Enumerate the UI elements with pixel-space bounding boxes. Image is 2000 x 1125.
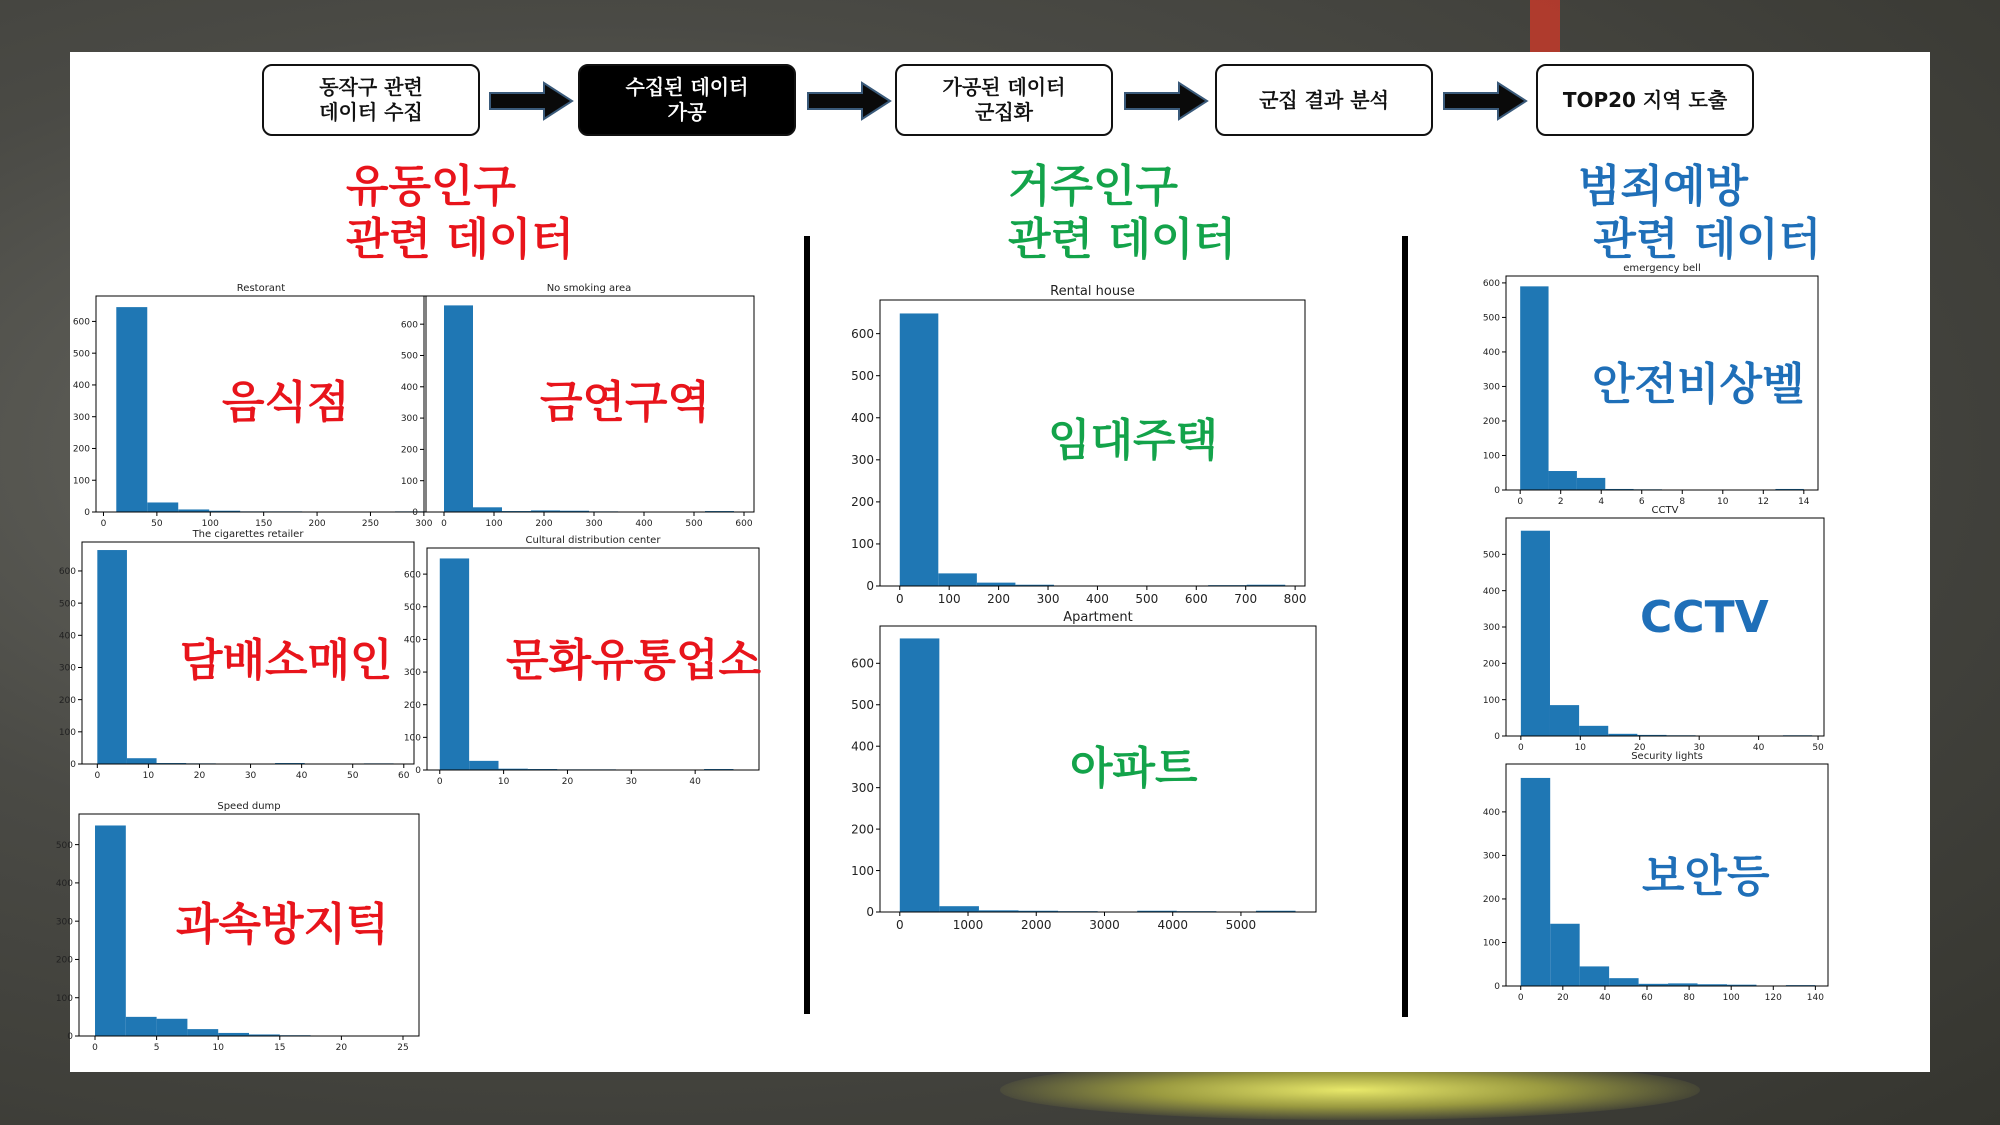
x-tick-label: 120: [1764, 993, 1782, 1003]
section-title-resident: 거주인구 관련 데이터: [1008, 161, 1236, 265]
step-label-line1: 군집 결과 분석: [1259, 87, 1389, 112]
y-tick-label: 100: [58, 727, 76, 738]
y-tick-label: 300: [72, 412, 90, 423]
overlay-label-emergency-bell: 안전비상벨: [1592, 359, 1805, 410]
x-tick-label: 12: [1757, 497, 1770, 507]
x-tick-label: 5000: [1225, 918, 1257, 932]
y-tick-label: 200: [1482, 895, 1500, 906]
x-tick-label: 20: [1634, 743, 1646, 753]
x-tick-label: 500: [1135, 592, 1159, 606]
y-tick-label: 500: [58, 599, 76, 610]
y-tick-label: 300: [58, 663, 76, 674]
y-tick-label: 400: [1482, 348, 1500, 359]
x-tick-label: 20: [335, 1043, 348, 1053]
y-tick-label: 500: [1482, 550, 1500, 561]
section-title-crime: 범죄예방 관련 데이터: [1578, 161, 1822, 265]
overlay-label-cultural: 문화유통업소: [506, 635, 762, 686]
histogram-bar: [939, 906, 979, 912]
y-tick-label: 200: [55, 955, 73, 966]
x-tick-label: 40: [1752, 743, 1765, 753]
x-tick-label: 6: [1638, 497, 1645, 507]
histogram-bar: [157, 1019, 188, 1036]
y-tick-label: 200: [851, 495, 874, 510]
y-tick-label: 100: [1482, 451, 1500, 462]
overlay-label-no-smoking: 금연구역: [540, 377, 711, 428]
y-tick-label: 0: [1494, 982, 1500, 993]
overlay-label-security-lights: 보안등: [1642, 851, 1770, 902]
y-tick-label: 200: [403, 700, 421, 711]
x-tick-label: 200: [308, 519, 326, 529]
x-tick-label: 50: [151, 519, 163, 529]
histogram-bar: [469, 761, 498, 770]
pipeline-step-analyze[interactable]: [1215, 64, 1433, 136]
x-tick-label: 600: [735, 519, 753, 529]
y-tick-label: 500: [1482, 313, 1500, 324]
y-tick-label: 400: [851, 410, 874, 425]
x-tick-label: 500: [685, 519, 703, 529]
y-tick-label: 600: [851, 656, 874, 671]
x-tick-label: 15: [274, 1043, 286, 1053]
section-divider: [804, 236, 810, 1014]
histogram-bar: [126, 1017, 157, 1036]
overlay-label-rental-house: 임대주택: [1048, 415, 1219, 466]
histogram-bar: [900, 313, 939, 586]
histogram-bar: [1520, 286, 1548, 490]
histogram-bar: [1577, 478, 1605, 490]
x-tick-label: 0: [1517, 743, 1524, 753]
y-tick-label: 600: [400, 320, 418, 331]
x-tick-label: 10: [1717, 497, 1729, 507]
x-tick-label: 20: [1557, 993, 1569, 1003]
x-tick-label: 100: [485, 519, 503, 529]
x-tick-label: 60: [1641, 993, 1653, 1003]
x-tick-label: 600: [1184, 592, 1208, 606]
y-tick-label: 200: [72, 444, 90, 455]
histogram-bar: [95, 825, 126, 1036]
x-tick-label: 0: [94, 771, 101, 781]
histogram-bar: [1550, 705, 1579, 736]
section-divider: [1402, 236, 1408, 1017]
histogram-bar: [1550, 924, 1579, 986]
x-tick-label: 1000: [952, 918, 984, 932]
x-tick-label: 0: [895, 918, 904, 932]
x-tick-label: 0: [92, 1043, 98, 1053]
histogram-bar: [1580, 966, 1609, 986]
x-tick-label: 60: [398, 771, 410, 781]
pipeline-arrow-icon: [1442, 81, 1528, 121]
y-tick-label: 0: [70, 760, 76, 771]
chart-title: Apartment: [1063, 610, 1133, 625]
y-tick-label: 400: [851, 739, 874, 754]
step-label-line2: 가공: [667, 100, 707, 124]
x-tick-label: 400: [635, 519, 653, 529]
y-tick-label: 600: [1482, 279, 1500, 290]
y-tick-label: 200: [1482, 417, 1500, 428]
histogram-bar: [1609, 978, 1638, 986]
overlay-label-restaurant: 음식점: [222, 377, 350, 428]
step-label-line2: 군집화: [975, 100, 1033, 124]
x-tick-label: 30: [1693, 743, 1705, 753]
overlay-label-apartment: 아파트: [1070, 743, 1198, 794]
step-label-line1: TOP20 지역 도출: [1562, 87, 1728, 112]
x-tick-label: 140: [1806, 993, 1824, 1003]
x-tick-label: 0: [441, 519, 447, 529]
y-tick-label: 0: [866, 905, 874, 920]
x-tick-label: 10: [497, 777, 510, 787]
y-tick-label: 200: [851, 822, 874, 837]
pipeline-arrow-icon: [1123, 81, 1209, 121]
y-tick-label: 100: [1482, 938, 1500, 949]
x-tick-label: 700: [1234, 592, 1258, 606]
chart-title: Security lights: [1631, 751, 1703, 762]
overlay-label-cigarette: 담배소매인: [180, 635, 393, 686]
y-tick-label: 0: [866, 579, 874, 594]
x-tick-label: 200: [987, 592, 1011, 606]
y-tick-label: 0: [1494, 732, 1500, 743]
y-tick-label: 400: [55, 879, 73, 890]
pipeline-step-top20[interactable]: [1536, 64, 1754, 136]
x-tick-label: 50: [346, 771, 359, 781]
x-tick-label: 25: [397, 1043, 409, 1053]
chart-title: emergency bell: [1623, 263, 1701, 274]
chart-title: No smoking area: [546, 283, 632, 294]
y-tick-label: 400: [58, 631, 76, 642]
y-tick-label: 300: [403, 668, 421, 679]
section-title-floating: 유동인구 관련 데이터: [346, 161, 574, 265]
y-tick-label: 600: [72, 317, 90, 328]
x-tick-label: 40: [689, 777, 701, 787]
x-tick-label: 8: [1679, 497, 1686, 507]
histogram-bar: [127, 758, 157, 764]
histogram-bar: [1521, 531, 1550, 736]
pipeline-arrow-icon: [488, 81, 574, 121]
x-tick-label: 14: [1798, 497, 1810, 507]
y-tick-label: 100: [1482, 695, 1500, 706]
pipeline-step-cluster[interactable]: [895, 64, 1113, 136]
y-tick-label: 200: [400, 445, 418, 456]
x-tick-label: 250: [361, 519, 380, 529]
x-tick-label: 200: [535, 519, 553, 529]
chart-title: Rental house: [1050, 284, 1135, 299]
x-tick-label: 100: [1722, 993, 1740, 1003]
y-tick-label: 100: [851, 863, 874, 878]
x-tick-label: 400: [1085, 592, 1109, 606]
y-tick-label: 500: [400, 351, 418, 362]
y-tick-label: 0: [67, 1032, 73, 1043]
y-tick-label: 300: [1482, 851, 1500, 862]
pipeline-arrow-icon: [806, 81, 892, 121]
x-tick-label: 0: [436, 777, 443, 787]
y-tick-label: 500: [403, 602, 421, 613]
y-tick-label: 200: [58, 695, 76, 706]
step-label-line1: 가공된 데이터: [942, 75, 1066, 99]
x-tick-label: 80: [1683, 993, 1695, 1003]
histogram-bar: [473, 507, 502, 512]
y-tick-label: 0: [1494, 486, 1500, 497]
y-tick-label: 400: [1482, 586, 1500, 597]
x-tick-label: 0: [1517, 497, 1524, 507]
x-tick-label: 100: [937, 592, 961, 606]
x-tick-label: 2000: [1020, 918, 1052, 932]
y-tick-label: 100: [851, 537, 874, 552]
x-tick-label: 0: [1517, 993, 1524, 1003]
x-tick-label: 10: [1574, 743, 1587, 753]
y-tick-label: 300: [851, 453, 874, 468]
y-tick-label: 0: [84, 508, 90, 519]
histogram-bar: [1549, 471, 1577, 490]
histogram-bar: [444, 305, 473, 512]
histogram-bar: [97, 550, 127, 764]
y-tick-label: 600: [851, 326, 874, 341]
chart-title: Cultural distribution center: [525, 535, 661, 546]
pipeline-step-process[interactable]: [578, 64, 796, 136]
chart-title: Speed dump: [217, 801, 281, 812]
y-tick-label: 400: [403, 635, 421, 646]
x-tick-label: 4: [1598, 497, 1605, 507]
histogram-bar: [187, 1029, 218, 1036]
x-tick-label: 800: [1283, 592, 1307, 606]
histogram-bar: [147, 502, 178, 512]
y-tick-label: 100: [403, 733, 421, 744]
y-tick-label: 300: [1482, 623, 1500, 634]
y-tick-label: 500: [55, 840, 73, 851]
y-tick-label: 400: [72, 381, 90, 392]
histogram-bar: [1521, 778, 1550, 986]
chart-title: The cigarettes retailer: [192, 529, 304, 540]
step-label-line1: 수집된 데이터: [625, 75, 749, 99]
y-tick-label: 100: [400, 476, 418, 487]
y-tick-label: 500: [851, 368, 874, 383]
y-tick-label: 600: [403, 570, 421, 581]
x-tick-label: 40: [295, 771, 308, 781]
y-tick-label: 0: [415, 766, 421, 777]
x-tick-label: 20: [193, 771, 206, 781]
histogram-bar: [440, 558, 469, 770]
y-tick-label: 500: [851, 697, 874, 712]
x-tick-label: 0: [100, 519, 107, 529]
x-tick-label: 2: [1557, 497, 1564, 507]
y-tick-label: 100: [55, 993, 73, 1004]
histogram-bar: [1579, 726, 1608, 736]
x-tick-label: 300: [1036, 592, 1060, 606]
x-tick-label: 50: [1812, 743, 1824, 753]
y-tick-label: 200: [1482, 659, 1500, 670]
x-tick-label: 20: [561, 777, 574, 787]
y-tick-label: 100: [72, 476, 90, 487]
overlay-label-cctv: CCTV: [1640, 592, 1769, 643]
y-tick-label: 300: [1482, 382, 1500, 393]
y-tick-label: 400: [400, 382, 418, 393]
y-tick-label: 300: [55, 917, 73, 928]
chart-title: Restorant: [236, 283, 286, 294]
x-tick-label: 3000: [1089, 918, 1120, 932]
x-tick-label: 40: [1599, 993, 1611, 1003]
y-tick-label: 300: [400, 414, 418, 425]
y-tick-label: 500: [72, 349, 90, 360]
x-tick-label: 5: [153, 1043, 160, 1053]
x-tick-label: 30: [244, 771, 257, 781]
y-tick-label: 0: [412, 508, 418, 519]
histogram-bar: [900, 638, 940, 912]
y-tick-label: 300: [851, 780, 874, 795]
x-tick-label: 150: [255, 519, 273, 529]
y-tick-label: 400: [1482, 808, 1500, 819]
x-tick-label: 10: [212, 1043, 224, 1053]
x-tick-label: 100: [201, 519, 219, 529]
pipeline-step-collect[interactable]: [262, 64, 480, 136]
x-tick-label: 0: [895, 592, 904, 606]
x-tick-label: 300: [585, 519, 603, 529]
overlay-label-speed-bump: 과속방지턱: [176, 899, 389, 950]
histogram-bar: [116, 307, 147, 512]
step-label-line2: 데이터 수집: [319, 100, 423, 124]
x-tick-label: 4000: [1157, 918, 1188, 932]
x-tick-label: 30: [625, 777, 638, 787]
histogram-bar: [977, 583, 1016, 586]
chart-title: CCTV: [1651, 505, 1679, 516]
step-label-line1: 동작구 관련: [319, 75, 423, 99]
x-tick-label: 300: [415, 519, 433, 529]
histogram-bar: [938, 573, 977, 586]
background-accent: [1530, 0, 1560, 52]
y-tick-label: 600: [58, 567, 76, 578]
x-tick-label: 10: [142, 771, 155, 781]
